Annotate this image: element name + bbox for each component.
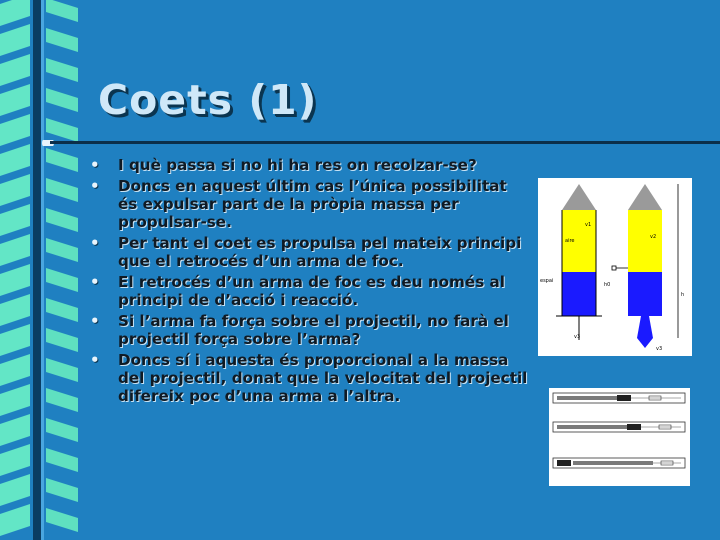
bullet-glyph: •	[90, 273, 100, 291]
right-rocket-lower	[628, 272, 662, 316]
right-rocket-upper	[628, 210, 662, 272]
left-bottom-speed-label: v3	[574, 334, 581, 340]
bullet-item	[90, 234, 530, 270]
bullet-text: Doncs sí i aquesta és proporcional a la massa del projectil, donat que la velocitat del projectil difereix poc d’una arma a l’altra.	[118, 351, 528, 405]
bullet-glyph: •	[90, 156, 100, 174]
bullet-glyph: •	[90, 177, 100, 195]
bullet-item	[90, 273, 530, 309]
bullet-item	[90, 177, 530, 231]
bullet-list	[90, 156, 530, 408]
bullet-text: Si l’arma fa força sobre el projectil, no farà el projectil força sobre l’arma?	[118, 312, 509, 348]
bullet-glyph: •	[90, 312, 100, 330]
right-top-label: v2	[650, 234, 657, 240]
left-rocket-lower	[562, 272, 596, 316]
bullet-text: Doncs en aquest últim cas l’única possibilitat és expulsar part de la pròpia massa per propulsar-se.	[118, 177, 507, 231]
title-underline	[42, 140, 720, 146]
bullet-item	[90, 156, 530, 174]
bullet-item	[90, 312, 530, 348]
rocket-diagram-image	[538, 178, 692, 356]
right-side-label: h	[681, 292, 685, 298]
bullet-glyph: •	[90, 351, 100, 369]
spiral-binding-decoration	[0, 0, 84, 540]
slide-title: Coets (1)	[98, 76, 318, 124]
bullet-text: Per tant el coet es propulsa pel mateix principi que el retrocés d’un arma de foc.	[118, 234, 522, 270]
bullet-text: El retrocés d’un arma de foc es deu només al principi de d’acció i reacció.	[118, 273, 505, 309]
gun-recoil-diagram-image	[549, 388, 690, 486]
left-speed-label: v1	[585, 222, 592, 228]
bullet-text: I què passa si no hi ha res on recolzar-se?	[118, 156, 477, 174]
left-air-label: aire	[565, 238, 575, 244]
bullet-item	[90, 351, 530, 405]
left-ground-label: h0	[604, 282, 611, 288]
bullet-glyph: •	[90, 234, 100, 252]
left-side-label: espai	[540, 278, 554, 284]
right-bottom-speed-label: v3	[656, 346, 663, 352]
